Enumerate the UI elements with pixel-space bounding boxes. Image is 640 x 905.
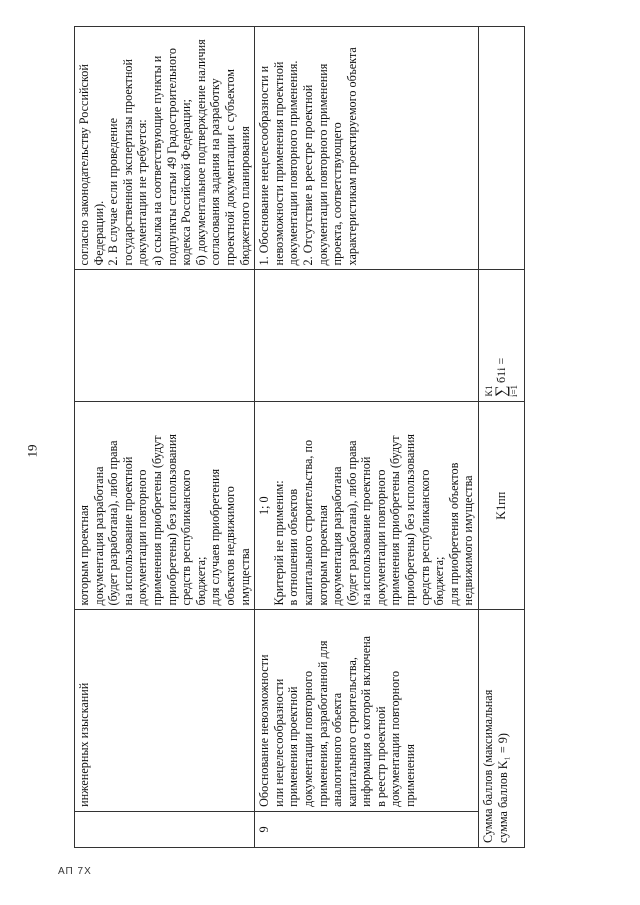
grading-text-line: капитального строительства, по: [300, 439, 315, 606]
grading-cell: [255, 402, 479, 610]
grading-cell: [75, 402, 255, 610]
grading-text-line: документации повторного: [373, 469, 388, 606]
criterion-text-line: применения, разработанной для: [315, 640, 330, 807]
documents-text-line: характеристикам проектируемого объекта: [344, 47, 359, 266]
documents-text-line: документации не требуется:: [135, 119, 150, 266]
table-row: [255, 27, 479, 848]
grading-text-line: приобретены) без использования: [403, 433, 418, 606]
documents-text-line: бюджетного планирования: [237, 126, 252, 266]
grading-text-line: для случаев приобретения: [208, 468, 223, 606]
grading-text-line: которым проектная: [77, 505, 91, 606]
grading-text-line: (будет разработана), либо права: [106, 440, 121, 606]
grading-text-line: имущества: [237, 548, 252, 606]
grading-text-line: документации повторного: [135, 469, 150, 606]
sum-term: б1i =: [494, 357, 509, 383]
grading-text-line: Критерий не применим:: [271, 480, 286, 606]
table-row: [75, 27, 255, 848]
documents-text-line: 2. Отсутствие в реестре проектной: [300, 84, 315, 266]
grading-text-line: документация разработана: [330, 466, 345, 606]
criterion-text-line: аналогичного объекта: [330, 692, 345, 807]
sum-label-cell: [479, 610, 525, 848]
formula-cell: [255, 270, 479, 402]
criterion-text-line: Обоснование невозможности: [257, 654, 272, 807]
documents-text-line: проекта, соответствующего: [330, 122, 345, 266]
grading-text-line: для приобретения объектов: [446, 462, 461, 606]
sum-label-line: сумма баллов K₁ = 9): [495, 733, 510, 843]
grading-text-line: средств республиканского: [179, 469, 194, 606]
sum-documents-cell: [479, 27, 525, 270]
score-values: 1; 0: [257, 496, 272, 516]
grading-text-line: применения приобретены (будут: [388, 435, 403, 606]
page-number: 19: [24, 444, 40, 458]
criterion-text-line: или нецелесообразности: [271, 678, 286, 807]
grading-text-line: на использование проектной: [359, 456, 374, 606]
criterion-cell: [75, 610, 255, 811]
documents-text-line: подпункты статьи 49 Градостроительного: [164, 48, 179, 266]
grading-text-line: на использование проектной: [120, 456, 135, 606]
documents-cell: [75, 27, 255, 270]
sum-label-line: Сумма баллов (максимальная: [481, 689, 496, 843]
criteria-table: [74, 26, 525, 848]
documents-text-line: невозможности применения проектной: [271, 61, 286, 266]
grading-text-line: (будет разработана), либо права: [344, 440, 359, 606]
criterion-text: инженерных изысканий: [77, 682, 91, 807]
criterion-text-line: применения проектной: [286, 686, 301, 807]
sum-formula: [485, 274, 519, 397]
documents-text-line: документации повторного применения.: [286, 60, 301, 266]
documents-text-line: согласования задания на разработку: [208, 78, 223, 266]
documents-text-line: проектной документации с субъектом: [222, 69, 237, 266]
grading-text-line: средств республиканского: [417, 469, 432, 606]
criterion-cell: [255, 610, 479, 811]
grading-text-line: которым проектная: [315, 505, 330, 606]
sum-formula-cell: [479, 270, 525, 402]
criterion-text-line: документации повторного: [300, 670, 315, 807]
documents-text-line: а) ссылка на соответствующие пункты и: [149, 55, 164, 266]
documents-text-line: 2. В случае если проведение: [106, 118, 121, 266]
documents-text-line: кодекса Российской Федерации;: [179, 99, 194, 266]
criterion-text-line: применения: [403, 744, 418, 807]
grading-text-line: в отношении объектов: [286, 488, 301, 606]
criterion-text-line: информация о которой включена: [359, 635, 374, 807]
row-number-cell: [75, 811, 255, 847]
grading-text-line: бюджета;: [193, 556, 208, 606]
k-label: K1пп: [494, 491, 509, 520]
grading-text-line: применения приобретены (будут: [149, 435, 164, 606]
row-number-cell: 9: [255, 811, 479, 847]
sigma-icon: K1 ∑ i=1: [483, 384, 519, 398]
documents-text-line: согласно законодательству Российской: [77, 64, 91, 266]
documents-text-line: 1. Обоснование нецелесообразности и: [257, 65, 272, 266]
table-row-sum: [479, 27, 525, 848]
footer-code: АП 7Х: [58, 866, 92, 877]
grading-text-line: бюджета;: [432, 556, 447, 606]
documents-text-line: государственной экспертизы проектной: [120, 59, 135, 266]
k-label-cell: [479, 402, 525, 610]
grading-text-line: недвижимого имущества: [461, 475, 476, 606]
documents-text-line: документации повторного применения: [315, 63, 330, 266]
documents-text-line: Федерации).: [91, 200, 106, 266]
documents-cell: [255, 27, 479, 270]
criterion-text-line: документации повторного: [388, 670, 403, 807]
documents-text-line: б) документальное подтверждение наличия: [193, 39, 208, 266]
criterion-text-line: в реестр проектной: [373, 706, 388, 807]
criterion-text-line: капитального строительства,: [344, 657, 359, 807]
grading-text-line: документация разработана: [91, 466, 106, 606]
formula-cell: [75, 270, 255, 402]
grading-text-line: объектов недвижимого: [222, 486, 237, 606]
grading-text-line: приобретены) без использования: [164, 433, 179, 606]
